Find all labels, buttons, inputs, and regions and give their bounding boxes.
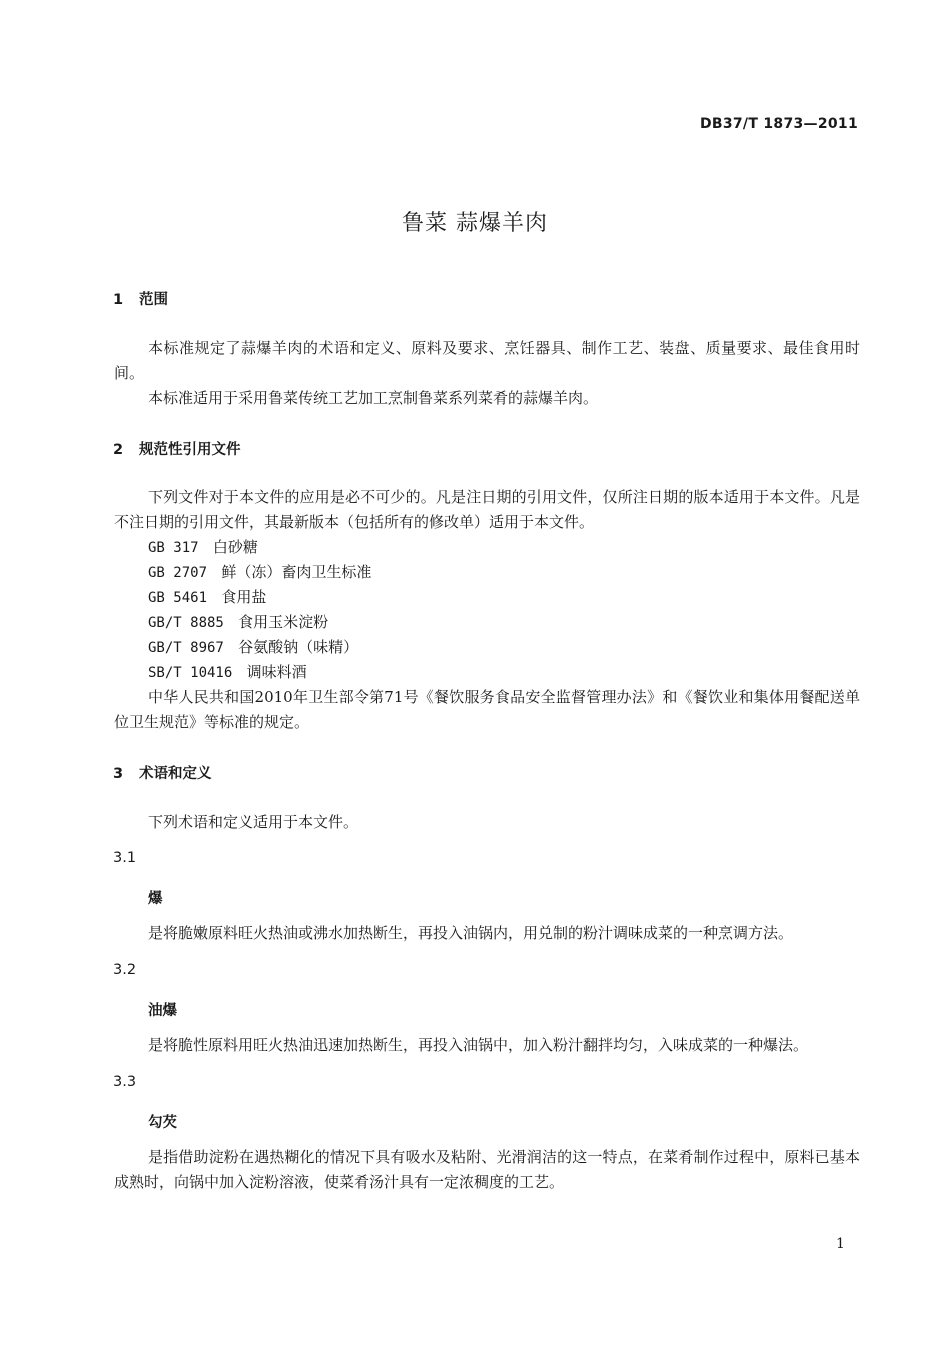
term-number: 3.2 (113, 962, 137, 978)
document-title: 鲁菜 蒜爆羊肉 (402, 211, 548, 236)
reference-name: 食用玉米淀粉 (238, 613, 329, 631)
reference-item (148, 660, 307, 686)
page-number: 1 (836, 1236, 845, 1252)
term-definition: 是将脆性原料用旺火热油迅速加热断生，再投入油锅中，加入粉汁翻拌均匀，入味成菜的一种爆法。 (148, 1036, 809, 1054)
reference-name: 调味料酒 (246, 663, 307, 681)
section-number: 1 (113, 292, 124, 308)
term-title: 勾芡 (148, 1115, 177, 1131)
section-1-paragraph-1: 本标准规定了蒜爆羊肉的术语和定义、原料及要求、烹饪器具、制作工艺、装盘、质量要求、最佳食用时间。 (114, 339, 860, 382)
section-3-heading (113, 762, 212, 783)
reference-name: 谷氨酸钠（味精） (238, 638, 359, 656)
reference-code: GB/T 8967 (148, 640, 224, 656)
reference-item (148, 635, 358, 661)
reference-name: 食用盐 (221, 588, 267, 606)
reference-item (148, 585, 266, 611)
term-number: 3.1 (113, 850, 137, 866)
section-number: 3 (113, 766, 124, 782)
section-number: 2 (113, 442, 124, 458)
term-definition: 是指借助淀粉在遇热糊化的情况下具有吸水及粘附、光滑润洁的这一特点，在菜肴制作过程中，原料已基本成熟时，向锅中加入淀粉溶液，使菜肴汤汁具有一定浓稠度的工艺。 (114, 1148, 860, 1191)
term-number: 3.3 (113, 1074, 137, 1090)
section-title: 术语和定义 (139, 766, 212, 782)
section-title: 范围 (139, 292, 168, 308)
section-3-intro: 下列术语和定义适用于本文件。 (148, 813, 359, 831)
reference-code: GB 5461 (148, 590, 208, 606)
section-title: 规范性引用文件 (139, 442, 241, 458)
reference-code: GB/T 8885 (148, 615, 224, 631)
reference-item (148, 560, 371, 586)
term-title: 爆 (148, 891, 163, 907)
reference-item (148, 610, 328, 636)
reference-name: 鲜（冻）畜肉卫生标准 (221, 563, 372, 581)
section-2-heading (113, 438, 241, 459)
reference-item (148, 535, 258, 561)
term-title: 油爆 (148, 1003, 177, 1019)
reference-code: SB/T 10416 (148, 665, 233, 681)
reference-name: 白砂糖 (212, 538, 258, 556)
section-2-closing: 中华人民共和国2010年卫生部令第71号《餐饮服务食品安全监督管理办法》和《餐饮业和集体用餐配送单位卫生规范》等标准的规定。 (114, 688, 860, 731)
reference-code: GB 2707 (148, 565, 208, 581)
section-1-paragraph-2: 本标准适用于采用鲁菜传统工艺加工烹制鲁菜系列菜肴的蒜爆羊肉。 (148, 389, 599, 407)
term-definition: 是将脆嫩原料旺火热油或沸水加热断生，再投入油锅内，用兑制的粉汁调味成菜的一种烹调方法。 (148, 924, 794, 942)
reference-code: GB 317 (148, 540, 199, 556)
standard-number: DB37/T 1873—2011 (699, 116, 858, 132)
section-1-heading (113, 288, 168, 309)
section-2-intro: 下列文件对于本文件的应用是必不可少的。凡是注日期的引用文件，仅所注日期的版本适用于本文件。凡是不注日期的引用文件，其最新版本（包括所有的修改单）适用于本文件。 (114, 488, 860, 531)
